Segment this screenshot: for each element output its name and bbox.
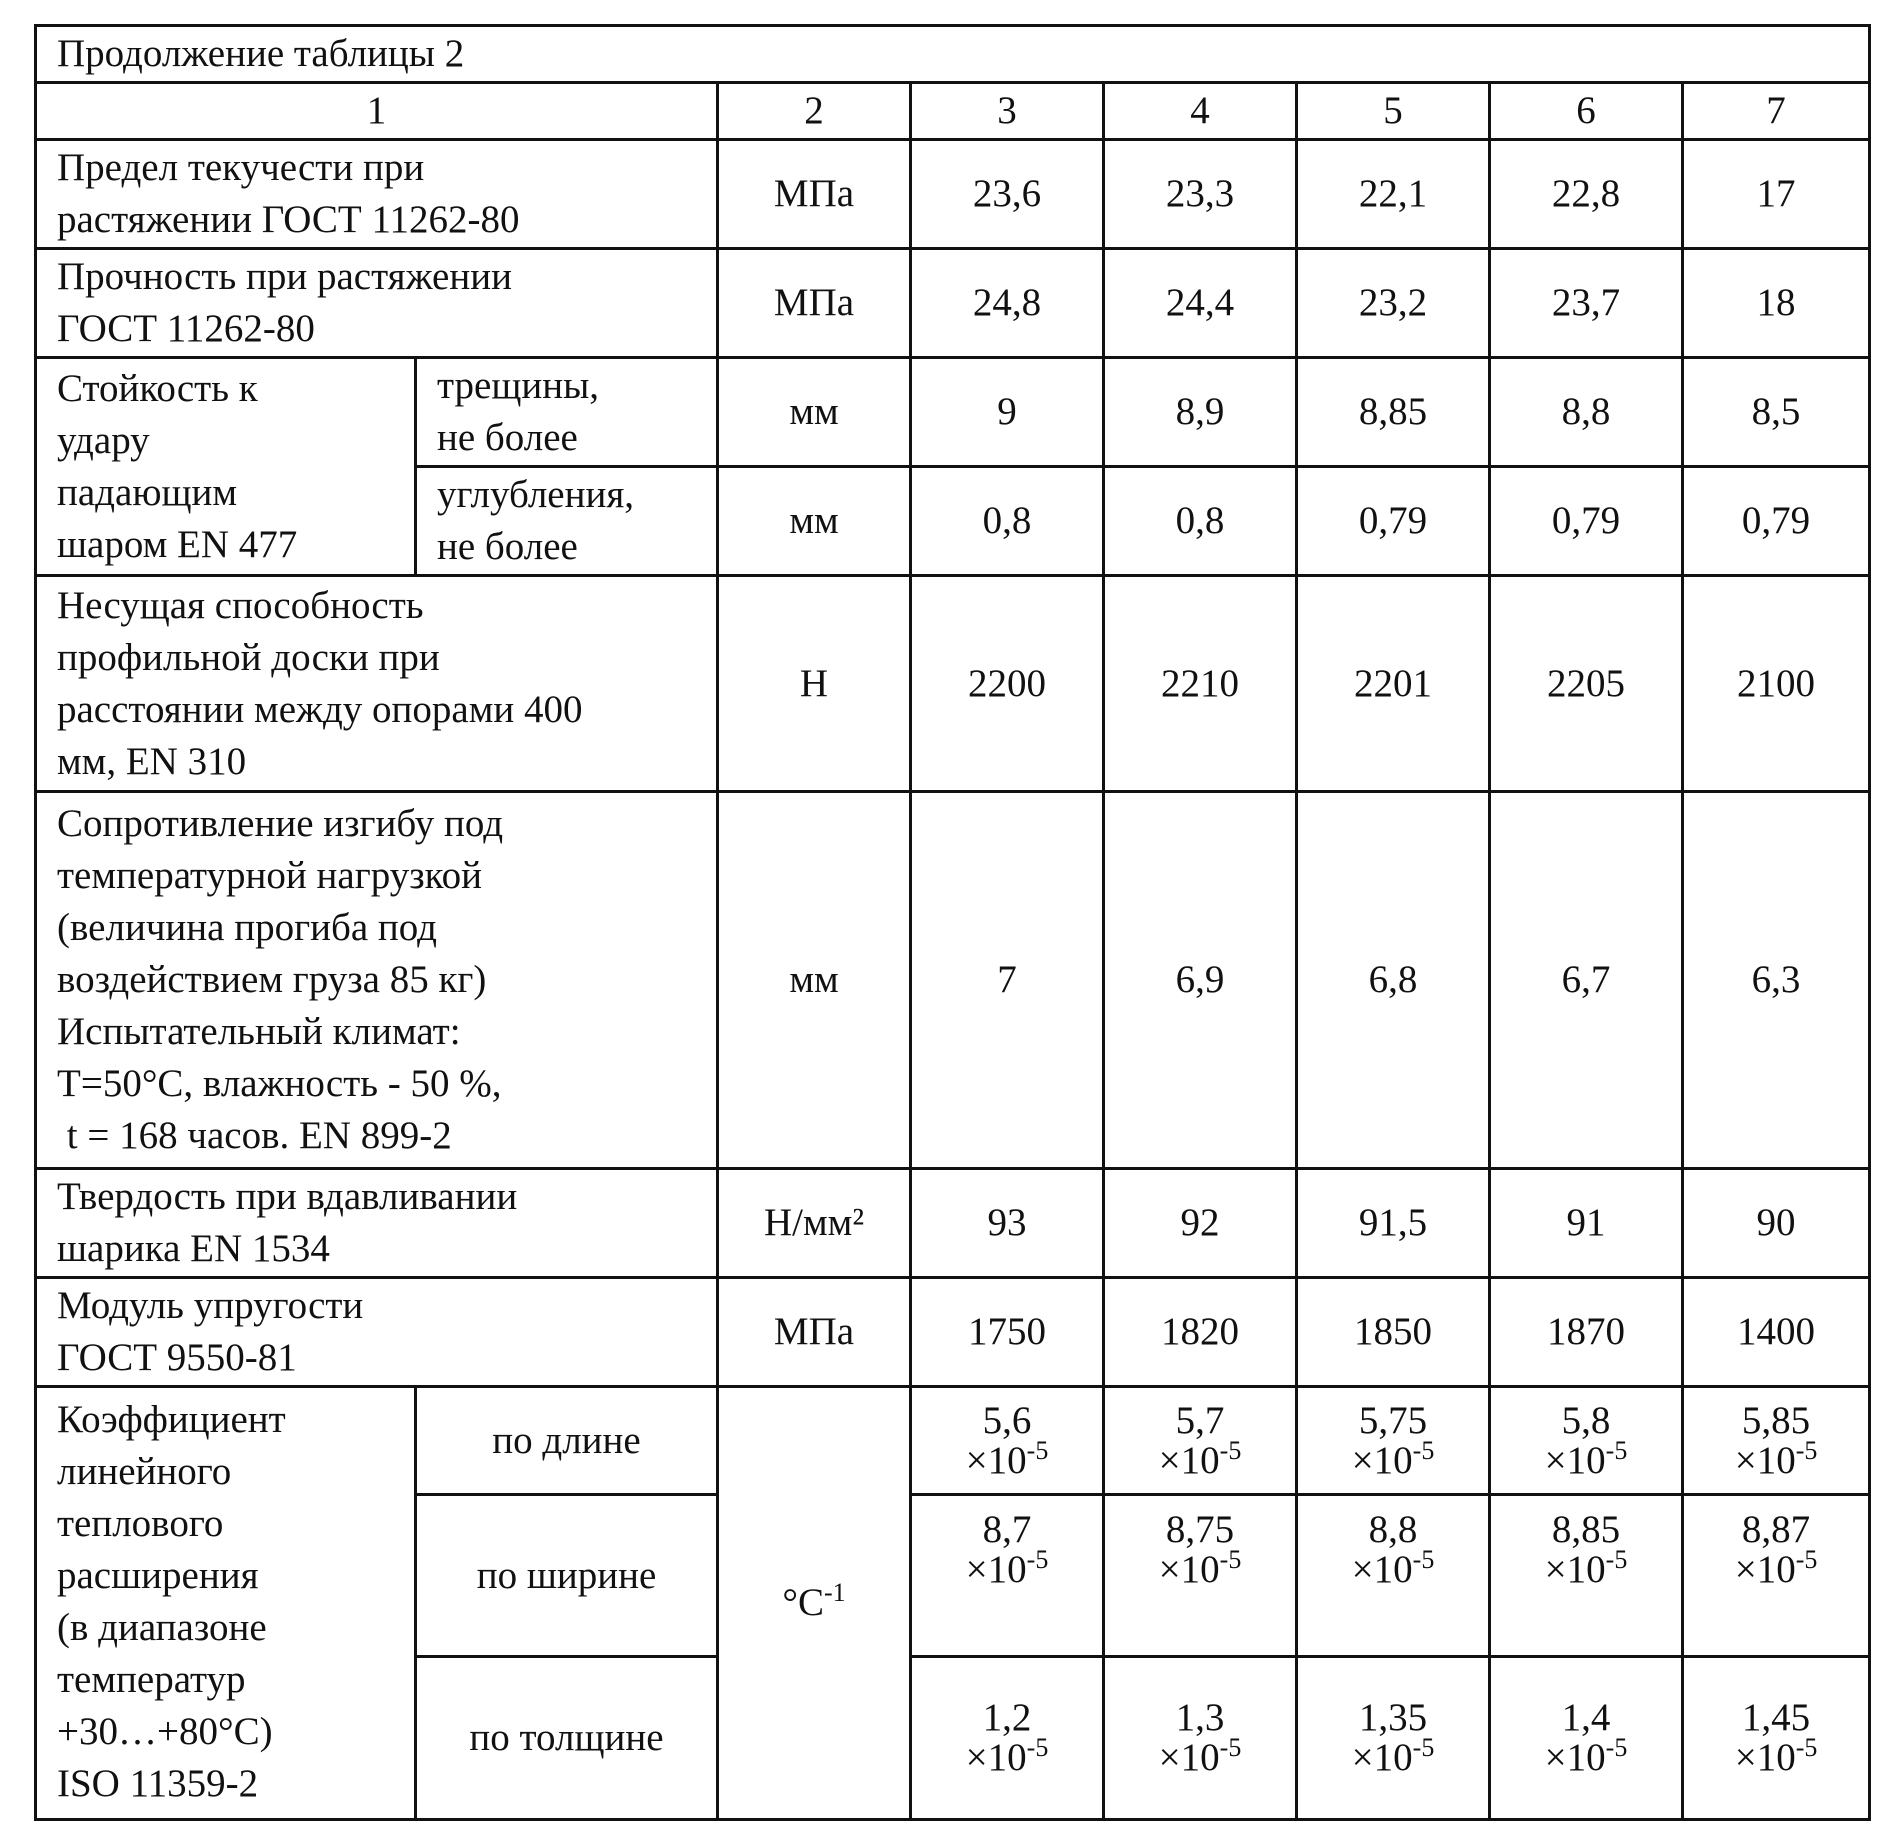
unit-cell: $^\circ С^{-1}$ (718, 1387, 911, 1820)
row-label: Сопротивление изгибу под температурной нагрузкой (величина прогиба под воздействием груза 85 кг) Испытательный климат: Т=50°С, влажность - 50 %, t = 168 часов. EN 899-2 (36, 792, 718, 1169)
value-cell: 0,8 (1104, 467, 1297, 576)
value-cell: 91,5 (1297, 1169, 1490, 1278)
row-label: Несущая способность профильной доски при расстоянии между опорами 400 мм, EN 310 (36, 576, 718, 792)
header-cell: 7 (1683, 83, 1870, 140)
unit-cell: мм (718, 467, 911, 576)
value-cell: 92 (1104, 1169, 1297, 1278)
unit-cell: МПа (718, 249, 911, 358)
value-cell: 1820 (1104, 1278, 1297, 1387)
value-cell: 0,79 (1683, 467, 1870, 576)
table-row (36, 1169, 1870, 1278)
value-cell: 23,3 (1104, 140, 1297, 249)
value-cell: 1750 (911, 1278, 1104, 1387)
value-cell: 1,45 $\times 10^{-5}$ (1683, 1657, 1870, 1820)
sub-row-label: трещины, не более (416, 358, 718, 467)
unit-cell: Н/мм² (718, 1169, 911, 1278)
value-cell: 1,2 $\times 10^{-5}$ (911, 1657, 1104, 1820)
row-label: Стойкость к удару падающим шаром EN 477 (36, 358, 416, 576)
value-cell: 6,8 (1297, 792, 1490, 1169)
unit-cell: мм (718, 358, 911, 467)
header-cell: 5 (1297, 83, 1490, 140)
value-cell: 8,8 (1490, 358, 1683, 467)
value-cell: 22,1 (1297, 140, 1490, 249)
value-cell: 8,5 (1683, 358, 1870, 467)
header-cell: 2 (718, 83, 911, 140)
value-cell: 2200 (911, 576, 1104, 792)
value-cell: 8,87 $\times 10^{-5}$ (1683, 1495, 1870, 1657)
value-cell: 8,7 $\times 10^{-5}$ (911, 1495, 1104, 1657)
value-cell: 5,8 $\times 10^{-5}$ (1490, 1387, 1683, 1495)
value-cell: 5,85 $\times 10^{-5}$ (1683, 1387, 1870, 1495)
value-cell: 91 (1490, 1169, 1683, 1278)
unit-cell: МПа (718, 1278, 911, 1387)
value-cell: 1870 (1490, 1278, 1683, 1387)
value-cell: 0,8 (911, 467, 1104, 576)
value-cell: 1,4 $\times 10^{-5}$ (1490, 1657, 1683, 1820)
value-cell: 8,9 (1104, 358, 1297, 467)
value-cell: 2201 (1297, 576, 1490, 792)
sub-row-label: по ширине (416, 1495, 718, 1657)
value-cell: 23,6 (911, 140, 1104, 249)
value-cell: 23,7 (1490, 249, 1683, 358)
table-caption: Продолжение таблицы 2 (36, 26, 1870, 83)
sub-row-label: углубления, не более (416, 467, 718, 576)
value-cell: 24,8 (911, 249, 1104, 358)
header-row (36, 83, 1870, 140)
value-cell: 5,7 $\times 10^{-5}$ (1104, 1387, 1297, 1495)
value-cell: 2205 (1490, 576, 1683, 792)
value-cell: 2210 (1104, 576, 1297, 792)
value-cell: 1400 (1683, 1278, 1870, 1387)
value-cell: 24,4 (1104, 249, 1297, 358)
value-cell: 1,3 $\times 10^{-5}$ (1104, 1657, 1297, 1820)
header-cell: 6 (1490, 83, 1683, 140)
value-cell: 5,75 $\times 10^{-5}$ (1297, 1387, 1490, 1495)
value-cell: 90 (1683, 1169, 1870, 1278)
table-row (36, 140, 1870, 249)
row-label: Прочность при растяжении ГОСТ 11262-80 (36, 249, 718, 358)
value-cell: 18 (1683, 249, 1870, 358)
row-label: Коэффициент линейного теплового расширения (в диапазоне температур +30…+80°С) ISO 11359-2 (36, 1387, 416, 1820)
table-row (36, 576, 1870, 792)
header-cell: 3 (911, 83, 1104, 140)
value-cell: 9 (911, 358, 1104, 467)
row-label: Предел текучести при растяжении ГОСТ 11262-80 (36, 140, 718, 249)
header-cell: 1 (36, 83, 718, 140)
table-row (36, 1278, 1870, 1387)
value-cell: 93 (911, 1169, 1104, 1278)
value-cell: 23,2 (1297, 249, 1490, 358)
unit-cell: Н (718, 576, 911, 792)
unit-cell: МПа (718, 140, 911, 249)
sub-row-label: по толщине (416, 1657, 718, 1820)
sub-row-label: по длине (416, 1387, 718, 1495)
value-cell: 2100 (1683, 576, 1870, 792)
value-cell: 8,75 $\times 10^{-5}$ (1104, 1495, 1297, 1657)
table-row (36, 792, 1870, 1169)
header-cell: 4 (1104, 83, 1297, 140)
unit-cell: мм (718, 792, 911, 1169)
value-cell: 8,8 $\times 10^{-5}$ (1297, 1495, 1490, 1657)
table-row (36, 249, 1870, 358)
value-cell: 6,3 (1683, 792, 1870, 1169)
value-cell: 1850 (1297, 1278, 1490, 1387)
value-cell: 22,8 (1490, 140, 1683, 249)
table-row (36, 1387, 1870, 1495)
value-cell: 5,6 $\times 10^{-5}$ (911, 1387, 1104, 1495)
row-label: Модуль упругости ГОСТ 9550-81 (36, 1278, 718, 1387)
table-row (36, 358, 1870, 467)
value-cell: 8,85 (1297, 358, 1490, 467)
value-cell: 0,79 (1490, 467, 1683, 576)
document-page (34, 24, 1868, 1810)
value-cell: 7 (911, 792, 1104, 1169)
row-label: Твердость при вдавливании шарика EN 1534 (36, 1169, 718, 1278)
value-cell: 6,9 (1104, 792, 1297, 1169)
value-cell: 8,85 $\times 10^{-5}$ (1490, 1495, 1683, 1657)
properties-table (34, 24, 1871, 1821)
value-cell: 1,35 $\times 10^{-5}$ (1297, 1657, 1490, 1820)
value-cell: 6,7 (1490, 792, 1683, 1169)
value-cell: 17 (1683, 140, 1870, 249)
value-cell: 0,79 (1297, 467, 1490, 576)
